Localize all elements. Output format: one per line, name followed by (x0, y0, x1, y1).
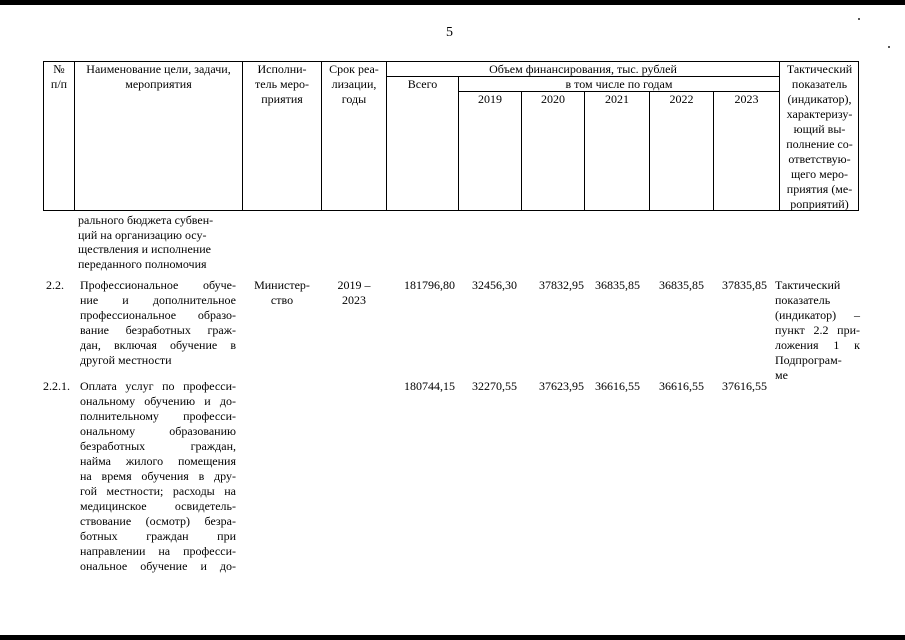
header-indicator: Тактический показатель (индикатор), характеризу- ющий вы- полнение со- ответствую- щего меро- приятия (ме- роприятий) (786, 62, 853, 211)
row-value-2020: 37832,95 (539, 278, 584, 292)
header-year-2020: 2020 (541, 92, 565, 106)
page-number: 5 (446, 25, 453, 40)
row-value-2021: 36835,85 (595, 278, 640, 292)
header-term: Срок реа- лизации, годы (329, 62, 379, 106)
col-divider (584, 92, 585, 210)
row-number: 2.2. (46, 278, 64, 292)
col-divider (713, 92, 714, 210)
row-executor: Министер- ство (254, 278, 310, 307)
header-year-2022: 2022 (669, 92, 694, 106)
row-value-2023: 37616,55 (722, 379, 767, 393)
header-year-2019: 2019 (478, 92, 502, 106)
table-header (43, 61, 859, 211)
header-num: № п/п (50, 62, 68, 91)
row-indicator: Тактический показатель (индикатор) – пункт 2.2 при- ложения 1 к Подпрограм- ме (775, 278, 860, 382)
row-value-2022: 36835,85 (659, 278, 704, 292)
bottom-border-bar (0, 635, 905, 640)
row-total: 180744,15 (404, 379, 455, 393)
row-value-2020: 37623,95 (539, 379, 584, 393)
col-divider (521, 92, 522, 210)
header-total: Всего (407, 77, 438, 91)
row-value-2022: 36616,55 (659, 379, 704, 393)
row-number: 2.2.1. (43, 379, 70, 393)
row-value-2019: 32456,30 (472, 278, 517, 292)
row-name: Оплата услуг по професси- ональному обучению и до- полнительному професси- ональному образованию безработных граждан, найма жилого помещения на время обучения в дру- гой местности; расходы на медицинское освидетель- ствование (осмотр) безра- ботных граждан при направлении на професси- ональное обучение и до- (80, 379, 236, 573)
row-value-2021: 36616,55 (595, 379, 640, 393)
row-name: Профессиональное обуче- ние и дополнительное профессиональное образо- вание безработных граж- дан, включая обучение в другой местности (80, 278, 236, 367)
header-by-year: в том числе по годам (565, 77, 673, 91)
row-value-2019: 32270,55 (472, 379, 517, 393)
header-financing: Объем финансирования, тыс. рублей (489, 62, 677, 76)
header-executor: Исполни- тель меро- приятия (255, 62, 309, 106)
scan-speck (888, 46, 890, 48)
row-total: 181796,80 (404, 278, 455, 292)
scan-speck (858, 18, 860, 20)
header-year-2021: 2021 (605, 92, 629, 106)
continuation-text: рального бюджета субвен- ций на организацию осу- ществления и исполнение переданного полномочия (78, 213, 214, 271)
top-border-bar (0, 0, 905, 5)
row-term: 2019 – 2023 (337, 278, 371, 307)
col-divider (649, 92, 650, 210)
header-year-2023: 2023 (734, 92, 759, 106)
row-value-2023: 37835,85 (722, 278, 767, 292)
header-name: Наименование цели, задачи, мероприятия (86, 62, 231, 91)
